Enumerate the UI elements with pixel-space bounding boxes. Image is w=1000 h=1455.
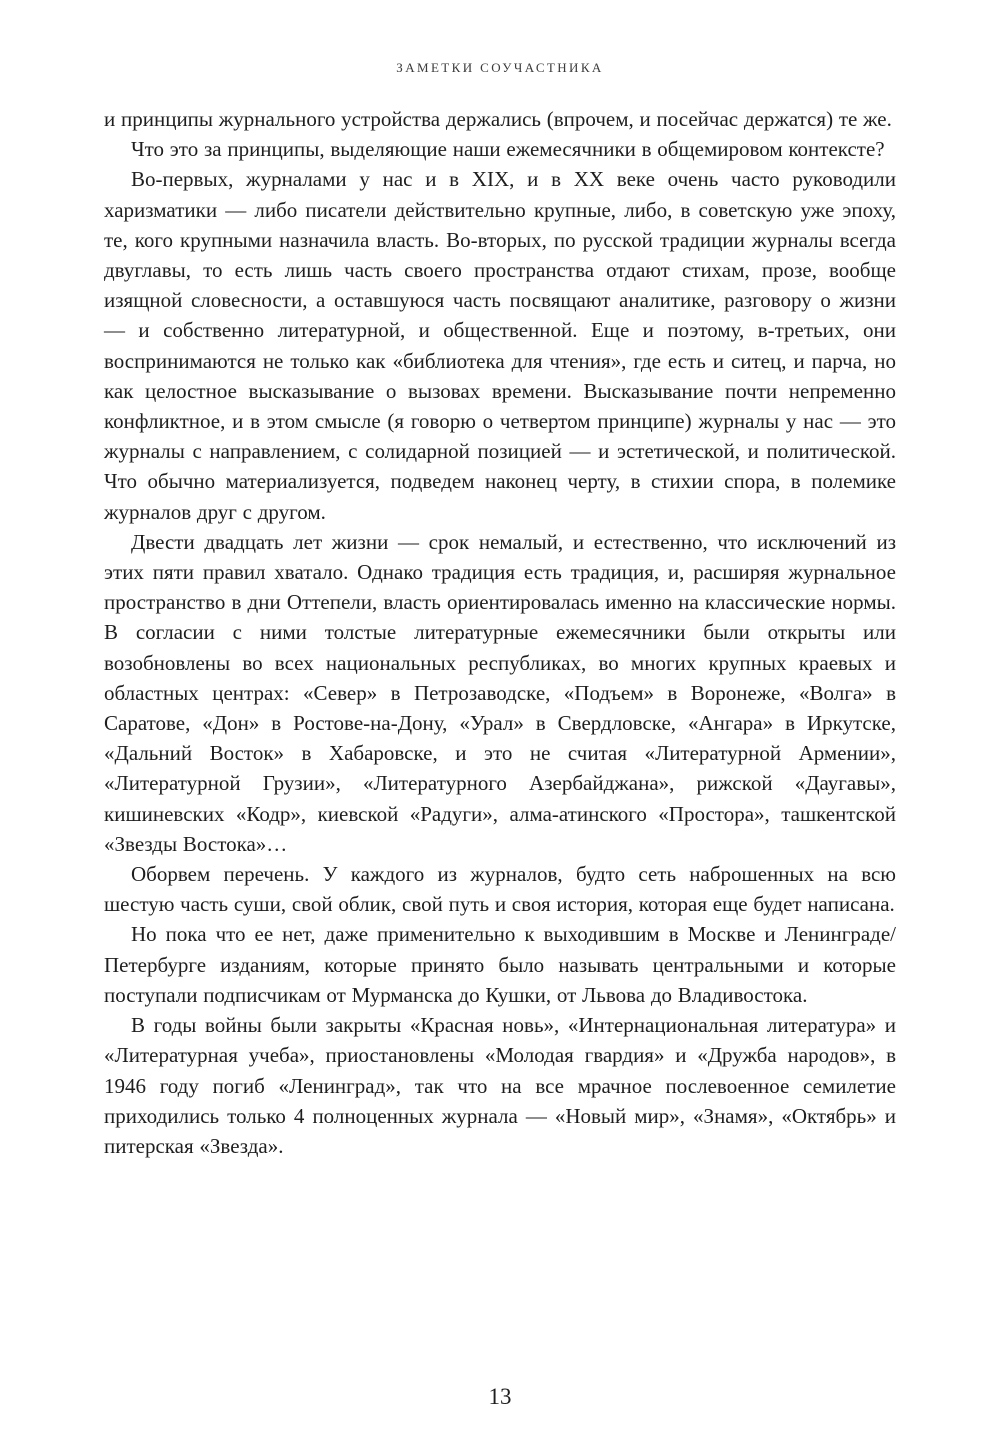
paragraph-4: Двести двадцать лет жизни — срок немалый, и естественно, что исключений из этих пяти правил хватало. Однако традиция есть традиция, и, расширяя журнальное пространство в дни Оттепели, власть ориентировалась именно на классические нормы. В согласии с ними толстые литературные ежемесячники были открыты или возобновлены во всех национальных республиках, во многих крупных краевых и областных центрах: «Север» в Петрозаводске, «Подъем» в Воронеже, «Волга» в Саратове, «Дон» в Ростове-на-Дону, «Урал» в Свердловске, «Ангара» в Иркутске, «Дальний Восток» в Хабаровске, и это не считая «Литературной Армении», «Литературной Грузии», «Литературного Азербайджана», рижской «Даугавы», кишиневских «Кодр», киевской «Радуги», алма-атинского «Простора», ташкентской «Звезды Востока»…: [104, 529, 896, 856]
paragraph-1: и принципы журнального устройства держались (впрочем, и посейчас держатся) те же.: [104, 107, 892, 131]
paragraph-6: Но пока что ее нет, даже применительно к выходившим в Москве и Ленинграде/Петербурге изданиям, которые принято было называть центральными и которые поступали подписчикам от Мурманска до Кушки, от Львова до Владивостока.: [104, 922, 896, 1007]
paragraph-7: В годы войны были закрыты «Красная новь», «Интернациональная литература» и «Литературная учеба», приостановлены «Молодая гвардия» и «Дружба народов», в 1946 году погиб «Ленинград», так что на все мрачное послевоенное семилетие приходились только 4 полноценных журнала — «Новый мир», «Знамя», «Октябрь» и питерская «Звезда».: [104, 1013, 896, 1158]
running-head: ЗАМЕТКИ СОУЧАСТНИКА: [396, 60, 604, 75]
paragraph-3: Во-первых, журналами у нас и в XIX, и в XX веке очень часто руководили харизматики — либо писатели действительно крупные, либо, в советскую уже эпоху, те, кого крупными назначила власть. Во-вторых, по русской традиции журналы всегда двуглавы, то есть лишь часть своего пространства отдают стихам, прозе, вообще изящной словесности, а оставшуюся часть посвящают аналитике, разговору о жизни — и собственно литературной, и общественной. Еще и поэтому, в-третьих, они воспринимаются не только как «библиотека для чтения», где есть и ситец, и парча, но как целостное высказывание о вызовах времени. Высказывание почти непременно конфликтное, и в этом смысле (я говорю о четвертом принципе) журналы у нас — это журналы с направлением, с солидарной позицией — и эстетической, и политической. Что обычно материализуется, подведем наконец черту, в стихии спора, в полемике журналов друг с другом.: [104, 167, 896, 524]
page-number: 13: [488, 1384, 512, 1409]
body-text: [104, 104, 896, 1161]
paragraph-2: Что это за принципы, выделяющие наши ежемесячники в общемировом контексте?: [131, 137, 885, 162]
paragraph-5: Оборвем перечень. У каждого из журналов, будто сеть наброшенных на всю шестую часть суши, свой облик, свой путь и своя история, которая еще будет написана.: [104, 862, 896, 917]
